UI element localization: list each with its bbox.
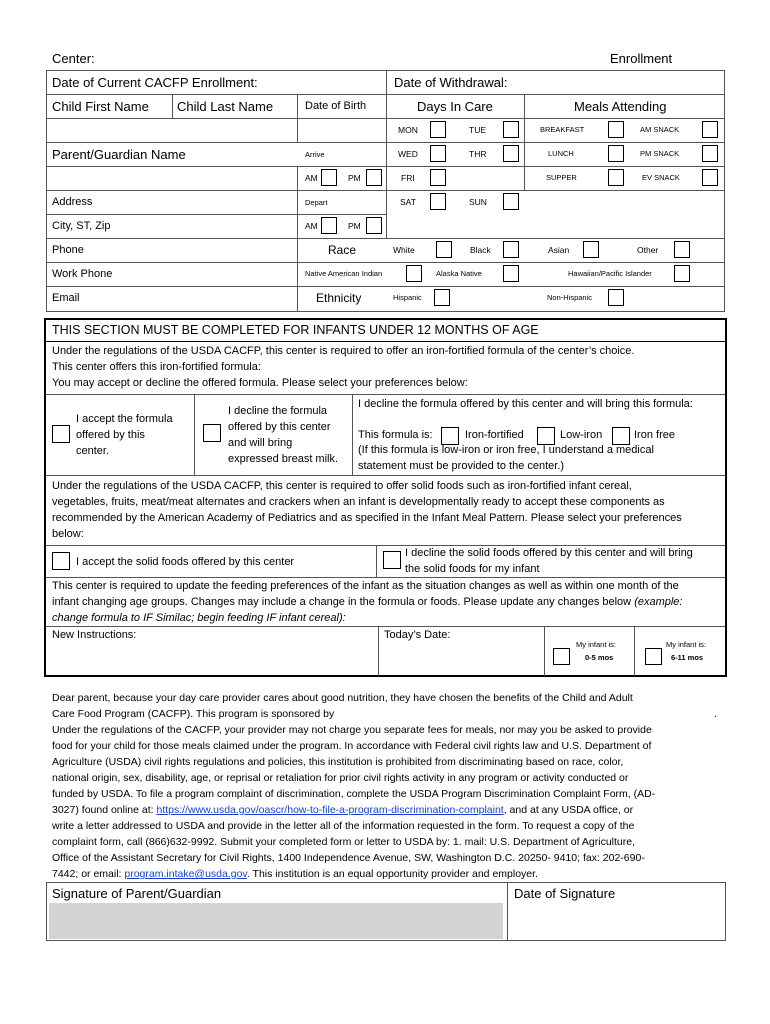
meals-attending-label: Meals Attending (574, 99, 667, 114)
update-example-end: change formula to IF Similac; begin feeding IF infant cereal): (52, 612, 346, 624)
accept-solid-label: I accept the solid foods offered by this center (76, 556, 295, 568)
notice-body-3: Agriculture (USDA) civil rights regulations and policies, this institution is prohibited from discriminating based on race, color, (52, 756, 624, 768)
my-infant-label-1: My infant is: (576, 640, 617, 649)
notice-line-2-end: . (714, 708, 717, 720)
signature-date-label: Date of Signature (514, 886, 616, 901)
day-thr-checkbox[interactable] (503, 145, 519, 162)
day-sun-checkbox[interactable] (503, 193, 519, 210)
race-black-checkbox[interactable] (503, 241, 519, 258)
decline-solid-checkbox[interactable] (383, 551, 401, 569)
race-alaska-native-checkbox[interactable] (503, 265, 519, 282)
day-mon-label: MON (398, 125, 418, 135)
iron-fortified-label: Iron-fortified (465, 429, 524, 441)
ethnicity-hispanic-checkbox[interactable] (434, 289, 450, 306)
race-hawaiian-checkbox[interactable] (674, 265, 690, 282)
day-fri-label: FRI (401, 173, 415, 183)
day-tue-label: TUE (469, 125, 486, 135)
solid-intro-1: Under the regulations of the USDA CACFP, this center is required to offer solid foods such as iron-fortified infant cereal, (52, 480, 632, 492)
my-infant-label-2: My infant is: (666, 640, 707, 649)
address-label: Address (52, 196, 93, 208)
decline-breast-line3: and will bring (228, 437, 293, 449)
solid-intro-4: below: (52, 528, 84, 540)
arrive-am-label: AM (305, 173, 318, 183)
enrollment-label: Enrollment (610, 51, 673, 66)
age-6-11-label: 6-11 mos (671, 653, 704, 662)
complaint-form-link[interactable]: https://www.usda.gov/oascr/how-to-file-a-program-discrimination-complaint (156, 804, 504, 816)
arrive-pm-label: PM (348, 173, 361, 183)
race-hawaiian-label: Hawaiian/Pacific Islander (568, 269, 652, 278)
meal-breakfast-label: BREAKFAST (540, 125, 585, 134)
notice-paragraph (52, 690, 732, 882)
race-other-label: Other (637, 245, 659, 255)
race-asian-label: Asian (548, 245, 570, 255)
notice-line-1: Dear parent, because your day care provider cares about good nutrition, they have chosen the benefits of the Child and Adult (52, 692, 633, 704)
medical-note-line2: statement must be provided to the center.) (358, 460, 565, 472)
parent-signature-label: Signature of Parent/Guardian (52, 886, 222, 901)
dob-label: Date of Birth (305, 100, 367, 112)
city-label: City, ST, Zip (52, 220, 111, 232)
day-wed-label: WED (398, 149, 418, 159)
infant-intro-3: You may accept or decline the offered formula. Please select your preferences below: (52, 377, 468, 389)
email-link[interactable]: program.intake@usda.gov (124, 868, 247, 880)
arrive-label: Arrive (305, 150, 325, 159)
decline-breast-line2: offered by this center (228, 421, 331, 433)
accept-solid-checkbox[interactable] (52, 552, 70, 570)
race-white-label: White (393, 245, 415, 255)
day-sat-label: SAT (400, 197, 416, 207)
medical-note-line1: (If this formula is low-iron or iron free, I understand a medical (358, 444, 654, 456)
accept-formula-line1: I accept the formula (76, 413, 173, 425)
withdrawal-label: Date of Withdrawal: (394, 75, 508, 90)
day-sat-checkbox[interactable] (430, 193, 446, 210)
decline-solid-line2: the solid foods for my infant (405, 563, 540, 575)
age-0-5-label: 0-5 mos (585, 653, 614, 662)
meal-am-snack-label: AM SNACK (640, 125, 680, 134)
infant-heading: THIS SECTION MUST BE COMPLETED FOR INFANTS UNDER 12 MONTHS OF AGE (52, 323, 539, 337)
accept-formula-line2: offered by this (76, 429, 145, 441)
depart-am-checkbox[interactable] (321, 217, 337, 234)
formula-is-label: This formula is: (358, 429, 433, 441)
update-example-start: (example: (634, 596, 683, 608)
race-black-label: Black (470, 245, 491, 255)
arrive-am-checkbox[interactable] (321, 169, 337, 186)
decline-breast-line4: expressed breast milk. (228, 453, 339, 465)
days-in-care-label: Days In Care (417, 99, 493, 114)
notice-body-2: food for your child for those meals claimed under the program. In accordance with Federal civil rights law and U.S. Department of (52, 740, 652, 752)
race-native-american-checkbox[interactable] (406, 265, 422, 282)
notice-body2-2: complaint form, call (866)632-9992. Submit your completed form or letter to USDA by: 1. mail: U.S. Department of Agriculture, (52, 836, 635, 848)
phone-label: Phone (52, 244, 84, 256)
update-text-1: This center is required to update the feeding preferences of the infant as the situation changes as well as within one month of the (52, 580, 679, 592)
email-label: Email (52, 292, 80, 304)
day-wed-checkbox[interactable] (430, 145, 446, 162)
ethnicity-non-hispanic-label: Non-Hispanic (547, 293, 593, 302)
work-phone-label: Work Phone (52, 268, 113, 280)
notice-body-5: funded by USDA. To file a program complaint of discrimination, complete the USDA Program Discrimination Complaint Form, (AD- (52, 788, 656, 800)
race-asian-checkbox[interactable] (583, 241, 599, 258)
meal-pm-snack-checkbox[interactable] (702, 145, 718, 162)
decline-solid-line1: I decline the solid foods offered by this center and will bring (405, 547, 693, 559)
ethnicity-hispanic-label: Hispanic (393, 293, 422, 302)
iron-free-label: Iron free (634, 429, 675, 441)
iron-free-checkbox[interactable] (612, 427, 630, 445)
depart-label: Depart (305, 198, 328, 207)
ethnicity-label: Ethnicity (316, 291, 362, 305)
decline-breast-line1: I decline the formula (228, 405, 328, 417)
day-sun-label: SUN (469, 197, 487, 207)
decline-formula-breastmilk-checkbox[interactable] (203, 424, 221, 442)
race-other-checkbox[interactable] (674, 241, 690, 258)
meal-am-snack-checkbox[interactable] (702, 121, 718, 138)
race-label: Race (328, 243, 357, 257)
parent-name-label: Parent/Guardian Name (52, 147, 186, 162)
day-tue-checkbox[interactable] (503, 121, 519, 138)
meal-ev-snack-checkbox[interactable] (702, 169, 718, 186)
race-white-checkbox[interactable] (436, 241, 452, 258)
decline-bring-formula-label: I decline the formula offered by this center and will bring this formula: (358, 398, 693, 410)
notice-body-4: national origin, sex, disability, age, or reprisal or retaliation for prior civil rights activity in any program or activity conducted or (52, 772, 629, 784)
infant-age-6-11-checkbox[interactable] (645, 648, 662, 665)
accept-formula-checkbox[interactable] (52, 425, 70, 443)
low-iron-checkbox[interactable] (537, 427, 555, 445)
infant-intro-2: This center offers this iron-fortified formula: (52, 361, 261, 373)
day-fri-checkbox[interactable] (430, 169, 446, 186)
todays-date-label: Today’s Date: (384, 629, 451, 641)
meal-lunch-checkbox[interactable] (608, 145, 624, 162)
depart-am-label: AM (305, 221, 318, 231)
iron-fortified-checkbox[interactable] (441, 427, 459, 445)
notice-body2-3: Office of the Assistant Secretary for Civil Rights, 1400 Independence Avenue, SW, Washington D.C. 20250- 9410; fax: 202-690- (52, 852, 645, 864)
depart-pm-label: PM (348, 221, 361, 231)
race-native-american-label: Native American Indian (305, 269, 383, 278)
notice-body-1: Under the regulations of the CACFP, your provider may not charge you separate fees for meals, nor may you be asked to provide (52, 724, 652, 736)
notice-body2-1: write a letter addressed to USDA and provide in the letter all of the information requested in the form. To request a copy of the (52, 820, 635, 832)
child-last-name-label: Child Last Name (177, 99, 274, 114)
meal-pm-snack-label: PM SNACK (640, 149, 680, 158)
update-text-2: infant changing age groups. Changes may include a change in the formula or foods. Please update any changes below (example: (52, 596, 683, 608)
meal-ev-snack-label: EV SNACK (642, 173, 680, 182)
child-first-name-label: Child First Name (52, 99, 149, 114)
depart-pm-checkbox[interactable] (366, 217, 382, 234)
ethnicity-non-hispanic-checkbox[interactable] (608, 289, 624, 306)
new-instructions-label: New Instructions: (52, 629, 137, 641)
meal-breakfast-checkbox[interactable] (608, 121, 624, 138)
solid-intro-3: recommended by the American Academy of Pediatrics and as specified in the Infant Meal Pattern. Please select your preferences (52, 512, 682, 524)
center-label: Center: (52, 51, 95, 66)
race-alaska-native-label: Alaska Native (436, 269, 482, 278)
meal-supper-label: SUPPER (546, 173, 577, 182)
meal-supper-checkbox[interactable] (608, 169, 624, 186)
parent-signature-field[interactable] (49, 903, 503, 939)
day-thr-label: THR (469, 149, 487, 159)
current-enrollment-label: Date of Current CACFP Enrollment: (52, 75, 258, 90)
notice-line-12: 7442; or email: program.intake@usda.gov. This institution is an equal opportunity provider and employer. (52, 868, 538, 880)
notice-line-2: Care Food Program (CACFP). This program is sponsored by . (52, 708, 717, 720)
arrive-pm-checkbox[interactable] (366, 169, 382, 186)
day-mon-checkbox[interactable] (430, 121, 446, 138)
solid-intro-2: vegetables, fruits, meat/meat alternates and crackers when an infant is developmentally ready to accept these components as (52, 496, 665, 508)
meal-lunch-label: LUNCH (548, 149, 574, 158)
infant-age-0-5-checkbox[interactable] (553, 648, 570, 665)
notice-line-8: 3027) found online at: https://www.usda.gov/oascr/how-to-file-a-program-discrimination-complaint, and at any USDA office, or (52, 804, 634, 816)
accept-formula-line3: center. (76, 445, 110, 457)
low-iron-label: Low-iron (560, 429, 603, 441)
infant-intro-1: Under the regulations of the USDA CACFP, this center is required to offer an iron-fortified formula of the center’s choice. (52, 345, 635, 357)
